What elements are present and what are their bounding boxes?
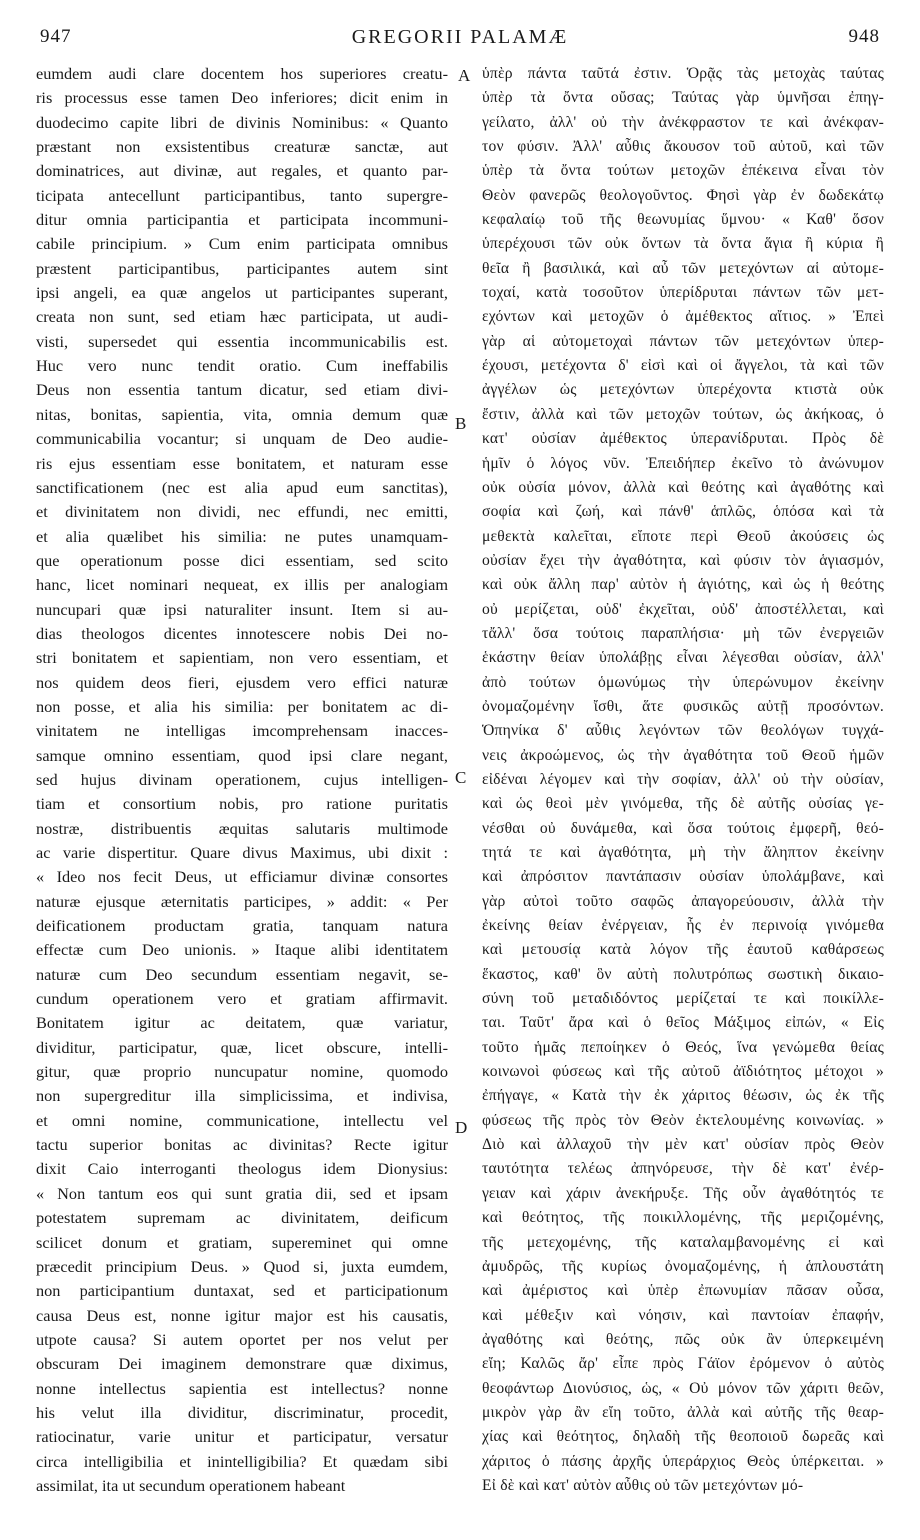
- text-line: θεοφάντωρ Διονύσιος, ὡς, « Οὐ μόνον τῶν χάριτι θεῶν,: [482, 1379, 884, 1397]
- text-line: præstent participantibus, participantes autem sint: [36, 258, 448, 278]
- text-line: dixit Caio interroganti theologus idem Dionysius:: [36, 1159, 448, 1179]
- text-line: ὀνομαζομένην ἴσθι, ἅτε φυσικῶς αὐτῇ προσόντων.: [482, 697, 884, 715]
- text-line: εχόντων καὶ μετοχῶν ὁ ἀμέθεκτος αἴτιος. » Ἐπεὶ: [482, 308, 884, 326]
- text-line: Εἰ δὲ καὶ κατ' αὐτὸν αὖθις οὐ τῶν μετεχόντων μό-: [482, 1476, 804, 1494]
- text-line: creata non sunt, sed etiam hæc participata, ut audi-: [36, 307, 448, 327]
- text-line: νεις ἀκροώμενος, ὡς τὴν ἀγαθότητα τοῦ Θεοῦ ἡμῶν: [482, 746, 884, 764]
- latin-column: [36, 62, 448, 1498]
- text-line: ὑπὲρ τὰ ὄντα τούτων μετοχῶν ἐπέκεινα εἶναι τὸν: [482, 162, 884, 180]
- text-line: tactu superior bonitas ac divinitas? Recte igitur: [36, 1135, 448, 1155]
- text-line: μεθεκτὰ καλεῖται, εἴποτε περὶ Θεοῦ ἀκούσεις ὡς: [482, 527, 884, 545]
- text-line: assimilat, ita ut secundum operationem habeant: [36, 1475, 346, 1495]
- text-line: Huc vero nunc tendit oratio. Cum ineffabilis: [36, 356, 448, 376]
- text-line: ris processus esse tamen Deo inferiores; dicit enim in: [36, 88, 448, 108]
- text-line: nos quidem deos fieri, ejusdem vero effici naturæ: [36, 672, 448, 692]
- text-line: ditur omnia participantia et participata incommuni-: [36, 210, 448, 230]
- text-line: et alia quælibet his similia: ne putes unamquam-: [36, 526, 448, 546]
- margin-letter-a: A: [458, 66, 471, 85]
- text-line: ἔστιν, ἀλλὰ καὶ τῶν μετοχῶν τούτων, ὡς ἀκήκοας, ὁ: [482, 405, 884, 423]
- text-line: κεφαλαίῳ τοῦ τῆς θεωνυμίας ὕμνου· « Καθ' ὅσον: [482, 211, 884, 229]
- text-line: ἕκαστος, καθ' ὃν αὐτὴ πολυτρόπως σωστικὴ δικαιο-: [482, 965, 884, 983]
- text-line: νέσθαι οὐ δυνάμεθα, καὶ ὅσα τούτοις ἐμφερῆ, θεό-: [482, 819, 884, 837]
- text-line: « Ideo nos fecit Deus, ut efficiamur divinæ consortes: [36, 867, 448, 887]
- text-line: τἄλλ' ὅσα τούτοις παραπλήσια· μὴ τῶν ἐνεργειῶν: [482, 624, 884, 642]
- text-line: σοφία καὶ ζωή, καὶ πάνθ' ἁπλῶς, ὁπόσα καὶ τὰ: [482, 503, 884, 521]
- text-line: utpote causa? Si autem oportet per nos velut per: [36, 1329, 448, 1349]
- margin-letter-b: B: [455, 414, 467, 433]
- text-line: cundum operationem vero et gratiam affirmavit.: [36, 989, 448, 1009]
- text-line: naturæ cum Deo secundum essentiam negavit, se-: [36, 964, 448, 984]
- text-line: γείλατο, ἀλλ' οὐ τὴν ἀνέκφραστον τε καὶ ἀνέκφαν-: [482, 113, 884, 131]
- text-line: ἀγγέλων ὡς μετεχόντων ὑπερέχοντα κτιστὰ οὐκ: [482, 381, 884, 399]
- text-line: deificationem productam gratia, tanquam natura: [36, 916, 448, 936]
- text-line: tiam et consortium nobis, pro ratione puritatis: [36, 794, 448, 814]
- text-line: ἡμῖν ὁ λόγος νῦν. Ἐπειδήπερ ἐκεῖνο τὸ ἀνώνυμον: [482, 454, 884, 472]
- text-line: non posse, et alia his similia: per bonitatem ac di-: [36, 696, 448, 716]
- text-line: χίας καὶ θεότητος, δηλαδὴ τῆς θεοποιοῦ δωρεᾶς καὶ: [482, 1428, 884, 1446]
- text-line: dominatrices, aut divinæ, aut regales, et quanto par-: [36, 161, 448, 181]
- text-line: non supergreditur illa simplicissima, et indivisa,: [36, 1086, 448, 1106]
- text-line: γὰρ αὐτοὶ τοῦτο σαφῶς ἀπαγορεύουσιν, ἀλλὰ τὴν: [482, 892, 884, 910]
- text-line: « Non tantum eos qui sunt gratia dii, sed et ipsam: [36, 1183, 448, 1203]
- text-line: έχουσι, μετέχοντα δ' εἰσὶ καὶ οἱ ἄγγελοι, τὰ καὶ τῶν: [482, 357, 884, 375]
- text-line: nostræ, distribuentis æquitas salutaris multimode: [36, 818, 448, 838]
- text-line: τοῦτο ἡμᾶς πεποίηκεν ὁ Θεός, ἵνα γενώμεθα θείας: [482, 1038, 884, 1056]
- text-line: ris ejus essentiam esse bonitatem, et naturam esse: [36, 453, 448, 473]
- text-line: ὑπερέχουσι τῶν οὐκ ὄντων τὰ ὄντα ἅγια ἢ κύρια ἢ: [482, 235, 884, 253]
- text-line: ticipata antecellunt participantibus, tanto supergre-: [36, 185, 448, 205]
- text-line: κοινωνοὶ φύσεως καὶ τῆς αὐτοῦ ἀϊδιότητος μέτοχοι »: [482, 1063, 884, 1081]
- running-title: GREGORII PALAMÆ: [351, 26, 569, 48]
- text-line: τῆς μετεχομένης, τῆς καταλαμβανομένης εἰ καὶ: [482, 1233, 884, 1251]
- text-line: ipsi angeli, ea quæ angelos ut participantes superant,: [36, 283, 448, 303]
- text-line: et omni nomine, communicatione, intellectu vel: [36, 1110, 448, 1130]
- text-line: sanctificationem (nec est alia apud eum sanctitas),: [36, 477, 448, 497]
- text-line: καὶ οὐκ ἄλλη παρ' αὐτὸν ἡ ἁγιότης, καὶ ὡς ἡ θεότης: [482, 576, 884, 594]
- text-line: ἐπήγαγε, « Κατὰ τὴν ἐκ χάριτος θέωσιν, ὡς ἐκ τῆς: [482, 1087, 884, 1105]
- text-line: nitas, bonitas, sapientia, vita, omnia demum quæ: [36, 404, 448, 424]
- text-line: potestatem supremam ac divinitatem, deificum: [36, 1208, 448, 1228]
- text-line: causa Deus est, nonne igitur major est his causatis,: [36, 1305, 448, 1325]
- text-line: effectæ cum Deo unionis. » Itaque alibi identitatem: [36, 940, 448, 960]
- text-line: ἀμυδρῶς, τῆς κυρίως ὀνομαζομένης, ἡ ἁπλουστάτη: [482, 1257, 884, 1275]
- text-line: cabile principium. » Cum enim participata omnibus: [36, 234, 448, 254]
- text-line: hanc, licet nominari nequeat, ex illis per analogiam: [36, 575, 448, 595]
- text-line: Bonitatem igitur ac deitatem, quæ variatur,: [36, 1013, 448, 1033]
- text-line: Deus non essentia tantum dicatur, sed etiam divi-: [36, 380, 448, 400]
- text-line: obscuram Dei imaginem demonstrare quæ diximus,: [36, 1354, 448, 1374]
- text-line: γὰρ αἱ αὐτομετοχαὶ πάντων τῶν μετεχόντων ὑπερ-: [482, 332, 884, 350]
- text-line: non participantium duntaxat, sed et participationum: [36, 1281, 448, 1301]
- text-line: κατ' οὐσίαν ἀμέθεκτος ὑπερανίδρυται. Πρὸς δὲ: [482, 430, 884, 448]
- text-line: φύσεως τῆς πρὸς τὸν Θεὸν ἐκτελουμένης κοινωνίας. »: [482, 1111, 884, 1129]
- text-line: θεῖα ἢ βασιλικά, καὶ αὖ τῶν μετεχόντων αἱ αὐτομε-: [482, 259, 884, 277]
- text-line: τον φύσιν. Ἀλλ' αὖθις ἄκουσον τοῦ αὐτοῦ, καὶ τῶν: [482, 138, 884, 156]
- text-line: Διὸ καὶ ἀλλαχοῦ τὴν μὲν κατ' οὐσίαν πρὸς Θεὸν: [482, 1136, 884, 1154]
- text-line: naturæ ejusque æternitatis participes, » addit: « Per: [36, 891, 448, 911]
- text-line: Ὁπηνίκα δ' αὖθις λεγόντων τῶν θεολόγων τυγχά-: [482, 722, 884, 740]
- text-line: dias theologos dicentes innotescere nobis Dei no-: [36, 623, 448, 643]
- text-line: his velut illa dividitur, discriminatur, procedit,: [36, 1402, 448, 1422]
- text-line: præstant non exsistentibus creaturæ sanctæ, aut: [36, 137, 448, 157]
- text-line: visti, supersedet qui essentia incommunicabilis est.: [36, 331, 448, 351]
- text-line: τητά τε καὶ ἀγαθότητα, μὴ τὴν ἄληπτον ἐκείνην: [482, 844, 884, 861]
- text-line: οὐ μερίζεται, οὐδ' ἐκχεῖται, οὐδ' ἀποστέλλεται, καὶ: [482, 600, 884, 618]
- text-line: duodecimo capite libri de divinis Nominibus: « Quanto: [36, 112, 448, 132]
- text-line: καὶ μέθεξιν καὶ νόησιν, καὶ παντοίαν ἐπαφήν,: [482, 1306, 884, 1324]
- text-line: stri bonitatem et sapientiam, non vero essentiam, et: [36, 648, 448, 668]
- text-line: οὐκ οὐσία μόνον, ἀλλὰ καὶ θεότης καὶ ἀγαθότης καὶ: [482, 478, 884, 496]
- text-line: circa intelligibilia et inintelligibilia? Et quædam sibi: [36, 1451, 448, 1471]
- text-line: præcedit principium Deus. » Quod si, juxta eumdem,: [36, 1256, 448, 1276]
- text-line: ἑκάστην θείαν ὑπολάβῃς εἶναι λέγεσθαι οὐσίαν, ἀλλ': [482, 649, 884, 667]
- page-number-left: 947: [40, 26, 72, 47]
- text-line: μικρὸν γὰρ ἂν εἴη τοῦτο, ἀλλὰ καὶ αὐτῆς τῆς θεαρ-: [482, 1403, 884, 1421]
- text-line: ratiocinatur, varie unitur et participatur, versatur: [36, 1427, 448, 1447]
- text-line: καὶ ἀμέριστος καὶ ὑπὲρ ἐπωνυμίαν πᾶσαν οὖσα,: [482, 1282, 884, 1300]
- margin-letter-d: D: [455, 1118, 468, 1137]
- text-line: scilicet donum et gratiam, supereminet qui omne: [36, 1232, 448, 1252]
- text-line: nonne intellectus sapientia est intellectus? nonne: [36, 1378, 448, 1398]
- text-line: ὑπὲρ πάντα ταῦτά ἐστιν. Ὁρᾷς τὰς μετοχὰς ταύτας: [482, 65, 884, 82]
- text-line: vinitatem ne intelligas imcomprehensam inacces-: [36, 721, 448, 741]
- text-line: καὶ ἀπρόσιτον παντάπασιν οὐσίαν ὑπολάμβανε, καὶ: [482, 868, 884, 886]
- text-line: gitur, quæ proprio nuncupatur nomine, quomodo: [36, 1062, 448, 1082]
- greek-column: [482, 62, 884, 1498]
- text-line: ac varie dispertitur. Quare divus Maximus, ubi dixit :: [36, 843, 448, 862]
- text-line: samque omnino essentiam, quod ipsi clare negant,: [36, 745, 448, 765]
- text-line: σύνη τοῦ μεταδιδόντος μερίζεταί τε καὶ ποικίλλε-: [482, 990, 884, 1008]
- text-line: εἴη; Καλῶς ἄρ' εἶπε πρὸς Γάϊον ἐρόμενον ὁ αὐτὸς: [482, 1355, 884, 1373]
- text-line: communicabilia vocantur; si unquam de Deo audie-: [36, 429, 448, 449]
- text-line: et divinitatem non dividi, nec effundi, nec emitti,: [36, 502, 448, 522]
- text-line: τοχαί, κατὰ τοσοῦτον ὑπερίδρυται πάντων τῶν μετ-: [482, 284, 884, 302]
- margin-letter-c: C: [455, 768, 467, 787]
- text-line: χάριτος ὁ πάσης ἀρχῆς ὑπεράρχιος Θεὸς ὑπέρκειται. »: [482, 1452, 884, 1470]
- text-line: ὑπὲρ τὰ ὄντα οὔσας; Ταύτας γὰρ ὑμνῆσαι ἐπηγ-: [482, 89, 884, 107]
- text-line: sed hujus divinam operationem, cujus intelligen-: [36, 769, 448, 789]
- text-line: καὶ ὡς θεοὶ μὲν γινόμεθα, τῆς δὲ αὐτῆς οὐσίας γε-: [482, 795, 884, 813]
- page-number-right: 948: [848, 26, 880, 47]
- text-line: dividitur, participatur, quæ, licet obscure, intelli-: [36, 1037, 448, 1057]
- text-line: que operationum posse dici essentiam, sed scito: [36, 550, 448, 570]
- text-line: καὶ θεότητος, τῆς ποικιλλομένης, τῆς μεριζομένης,: [482, 1209, 884, 1227]
- text-line: εἰδέναι λέγομεν καὶ τὴν σοφίαν, ἀλλ' οὐ τὴν οὐσίαν,: [482, 770, 884, 788]
- text-line: ἐκείνης θείαν ἐνέργειαν, ἧς ἐν περινοίᾳ γινόμεθα: [482, 917, 884, 935]
- text-line: ἀγαθότης καὶ θεότης, πῶς οὐκ ἂν ὑπερκειμένη: [482, 1330, 884, 1348]
- text-line: ταυτότητα τελέως ἀπηνόρευσε, τὴν δὲ κατ' ἐνέρ-: [482, 1160, 884, 1178]
- text-line: ἀπὸ τούτων ὁμωνύμως τὴν ὑπερώνυμον ἐκείνην: [482, 673, 884, 691]
- text-line: καὶ μετουσίᾳ κατὰ λόγον τῆς ἑαυτοῦ καθάρσεως: [482, 941, 884, 959]
- text-line: Θεὸν φανερῶς θεολογοῦντος. Φησὶ γὰρ ἐν δωδεκάτῳ: [482, 186, 884, 204]
- text-line: γειαν καὶ χάριν ἀνεκήρυξε. Τῆς οὖν ἀγαθότητός τε: [482, 1184, 884, 1202]
- text-line: οὐσίαν ἔχει τὴν ἀγαθότητα, καὶ φύσιν τὸν ἁγιασμόν,: [482, 551, 884, 569]
- running-header: [30, 22, 890, 50]
- text-line: eumdem audi clare docentem hos superiores creatu-: [36, 64, 448, 83]
- text-line: nuncupari quæ ipsi naturaliter insunt. Item si au-: [36, 599, 448, 619]
- text-line: ται. Ταῦτ' ἄρα καὶ ὁ θεῖος Μάξιμος εἰπών, « Εἰς: [482, 1014, 884, 1032]
